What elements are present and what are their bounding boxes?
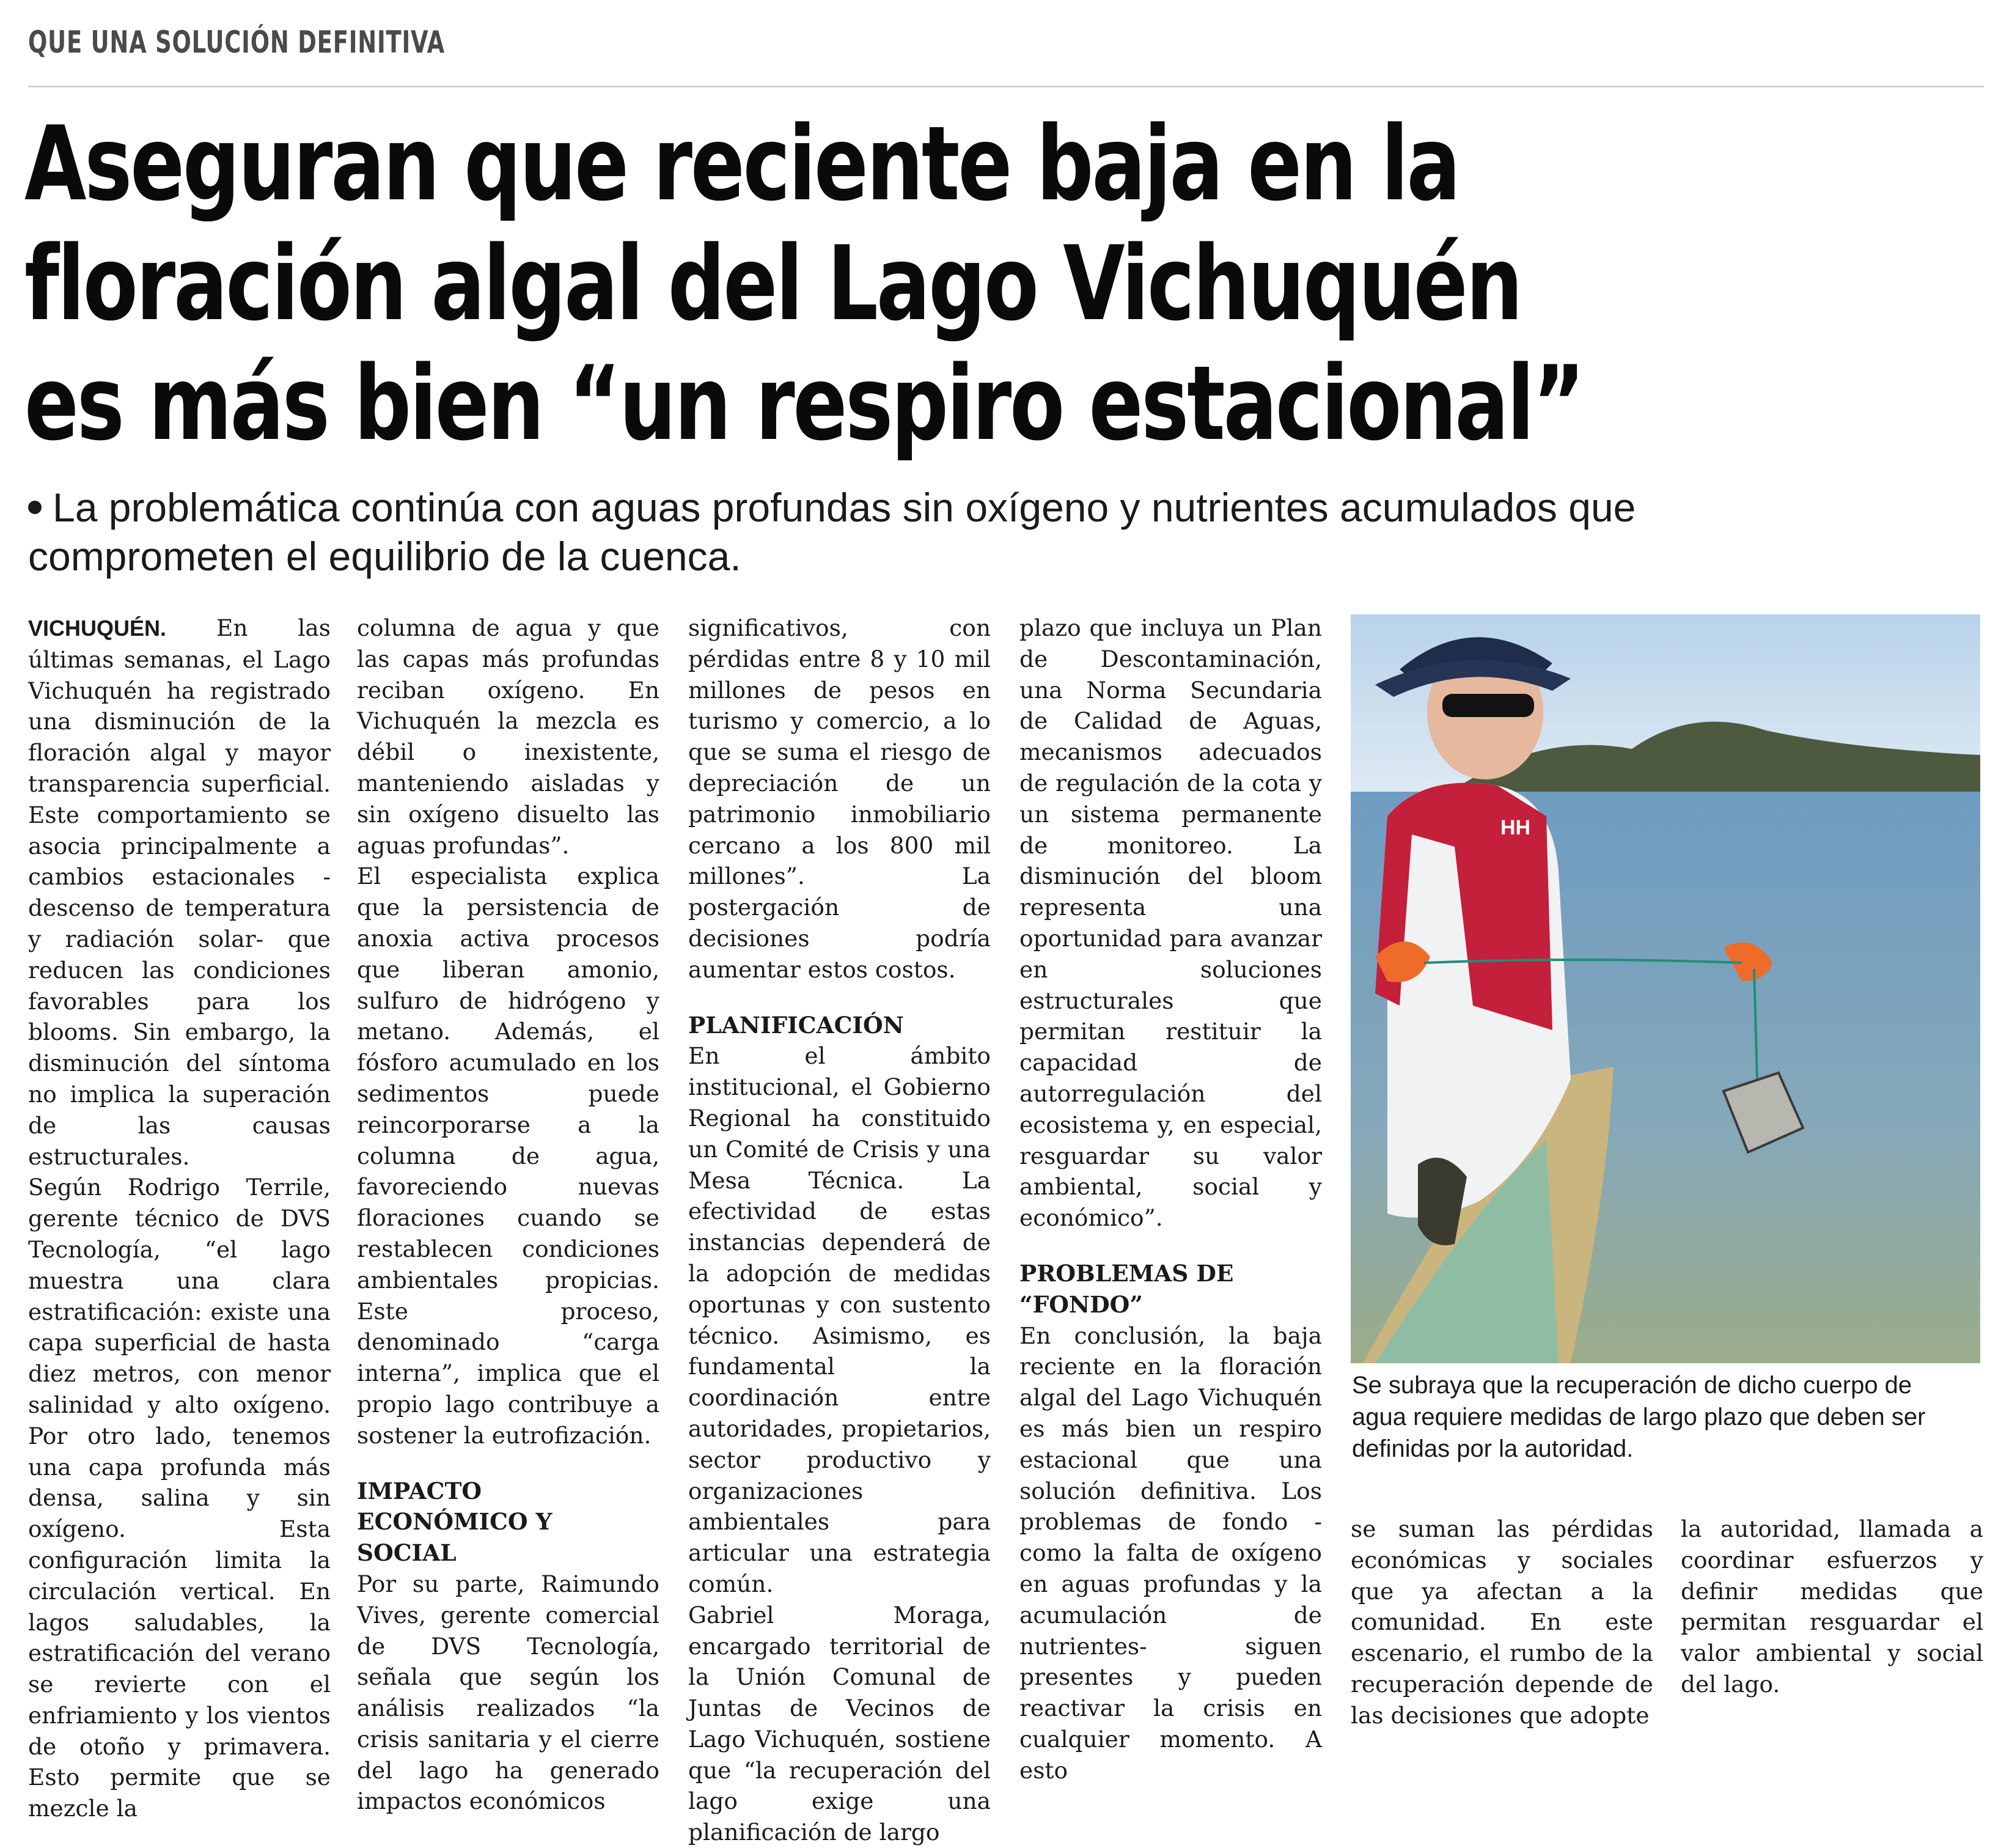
paragraph: El especialista explica que la persistencia de anoxia activa procesos que liberan amonio, sulfuro de hidrógeno y metano. Además, el fósforo acumulado en los sedimentos puede reincorporarse a la columna de agua, favoreciendo nuevas floraciones cuando se restablecen condiciones ambientales propicias. Este proceso, denominado “carga interna”, implica que el propio lago contribuye a sostener la eutrofización. <box>357 863 659 1449</box>
paragraph: Gabriel Moraga, encargado territorial de la Unión Comunal de Juntas de Vecinos de Lago Vichuquén, sostiene que “la recuperación del lago exige una planificación de largo <box>688 1601 991 1846</box>
paragraph: columna de agua y que las capas más profundas reciban oxígeno. En Vichuquén la mezcla es débil o inexistente, manteniendo aisladas y sin oxígeno disuelto las aguas profundas”. <box>357 614 659 859</box>
article-column-5 <box>1351 1514 1653 1731</box>
photo-illustration <box>1351 614 1980 1363</box>
subheading: PROBLEMAS DE “FONDO” <box>1019 1259 1234 1318</box>
paragraph: En el ámbito institucional, el Gobierno Regional ha constituido un Comité de Crisis y una Mesa Técnica. La efectividad de estas instancias dependerá de la adopción de medidas oportunas y con sustento técnico. Asimismo, es fundamental la coordinación entre autoridades, propietarios, sector productivo y organizaciones ambientales para articular una estrategia común. <box>688 1042 991 1597</box>
sunglasses <box>1442 694 1534 717</box>
subheading: IMPACTO ECONÓMICO Y SOCIAL <box>357 1477 553 1567</box>
deck <box>28 483 1678 581</box>
article-column-4 <box>1019 613 1322 1786</box>
paragraph: Según Rodrigo Terrile, gerente técnico de DVS Tecnología, “el lago muestra una clara estratificación: existe una capa superficial de hasta diez metros, con menor salinidad y alto oxígeno. Por otro lado, tenemos una capa profunda más densa, salina y sin oxígeno. Esta configuración limita la circulación vertical. En lagos saludables, la estratificación del verano se revierte con el enfriamiento y los vientos de otoño y primavera. Esto permite que se mezcle la <box>28 1174 331 1822</box>
vest-logo: HH <box>1500 816 1531 839</box>
bullet-icon <box>28 501 42 514</box>
dateline: VICHUQUÉN. <box>28 616 167 641</box>
deck-text: La problemática continúa con aguas profundas sin oxígeno y nutrientes acumulados que comprometen el equilibrio de la cuenca. <box>28 485 1636 579</box>
headline-line-3: es más bien “un respiro estacional” <box>24 344 1584 463</box>
paragraph: En conclusión, la baja reciente en la floración algal del Lago Vichuquén es más bien un respiro estacional que una solución definitiva. Los problemas de fondo -como la falta de oxígeno en aguas profundas y la acumulación de nutrientes- siguen presentes y pueden reactivar la crisis en cualquier momento. A esto <box>1019 1322 1322 1784</box>
photo-caption: Se subraya que la recuperación de dicho cuerpo de agua requiere medidas de largo plazo que deben ser definidas por la autoridad. <box>1352 1372 1926 1462</box>
headline-line-2: floración algal del Lago Vichuquén <box>24 224 1521 344</box>
paragraph: la autoridad, llamada a coordinar esfuerzos y definir medidas que permitan resguardar el valor ambiental y social del lago. <box>1681 1515 1983 1698</box>
article-column-2 <box>357 613 659 1817</box>
section-kicker: QUE UNA SOLUCIÓN DEFINITIVA <box>28 24 445 60</box>
headline-line-1: Aseguran que reciente baja en la <box>24 104 1459 224</box>
paragraph: Por su parte, Raimundo Vives, gerente comercial de DVS Tecnología, señala que según los análisis realizados “la crisis sanitaria y el cierre del lago ha generado impactos económicos <box>357 1570 659 1815</box>
article-column-6 <box>1681 1514 1983 1700</box>
paragraph: plazo que incluya un Plan de Descontaminación, una Norma Secundaria de Calidad de Aguas, mecanismos adecuados de regulación de la cota y un sistema permanente de monitoreo. La disminución del bloom representa una oportunidad para avanzar en soluciones estructurales que permitan restituir la capacidad de autorregulación del ecosistema y, en especial, resguardar su valor ambiental, social y económico”. <box>1019 614 1322 1232</box>
headline <box>24 104 1584 463</box>
paragraph: significativos, con pérdidas entre 8 y 10 mil millones de pesos en turismo y comercio, a lo que se suma el riesgo de depreciación de un patrimonio inmobiliario cercano a los 800 mil millones”. La postergación de decisiones podría aumentar estos costos. <box>688 614 991 983</box>
article-photo <box>1351 614 1980 1363</box>
paragraph: se suman las pérdidas económicas y sociales que ya afectan a la comunidad. En este escenario, el rumbo de la recuperación depende de las decisiones que adopte <box>1351 1515 1653 1729</box>
subheading: PLANIFICACIÓN <box>688 1011 904 1039</box>
header-divider <box>28 86 1984 87</box>
paragraph: VICHUQUÉN. En las últimas semanas, el Lago Vichuquén ha registrado una disminución de la floración algal y mayor transparencia superficial. Este comportamiento se asocia principalmente a cambios estacionales -descenso de temperatura y radiación solar- que reducen las condiciones favorables para los blooms. Sin embargo, la disminución del síntoma no implica la superación de las causas estructurales. <box>28 614 331 1170</box>
article-column-3 <box>688 613 991 1848</box>
article-column-1 <box>28 613 331 1824</box>
